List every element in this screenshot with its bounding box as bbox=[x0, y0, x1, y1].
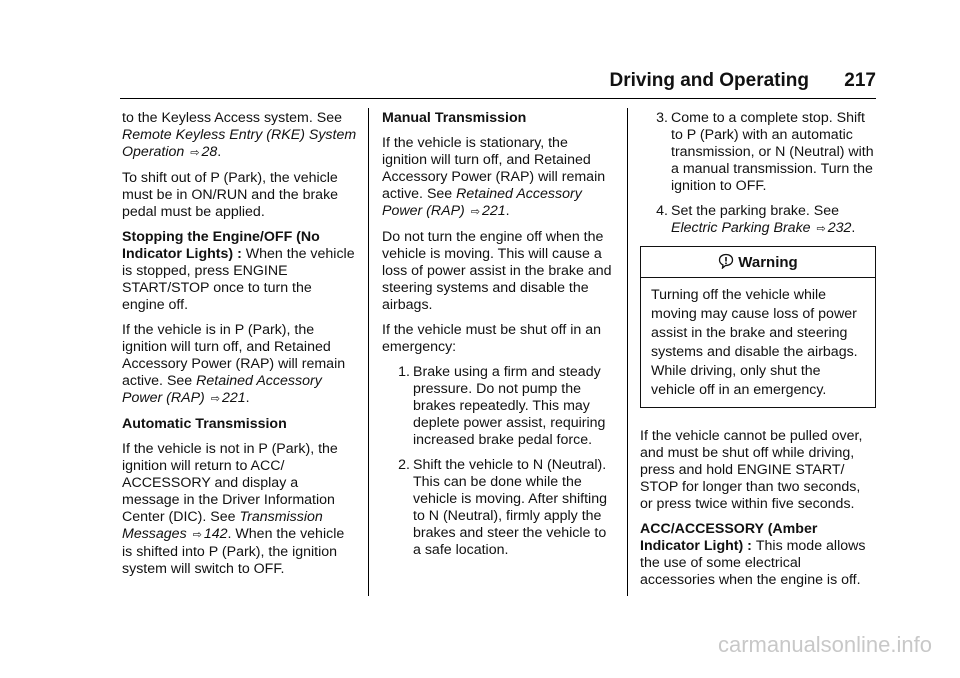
page-reference[interactable]: 221 bbox=[221, 390, 246, 406]
cross-reference-link[interactable]: Transmission Messages bbox=[122, 509, 323, 542]
text: . When the vehicle is shifted into P (Park), the ignition system will switch to OFF. bbox=[122, 526, 345, 577]
list-item bbox=[640, 110, 876, 195]
step-number: 1. bbox=[398, 364, 410, 380]
header-rule bbox=[120, 98, 876, 99]
text: . bbox=[217, 144, 222, 160]
page-reference[interactable]: 221 bbox=[481, 203, 506, 219]
subheading: Automatic Transmission bbox=[122, 416, 287, 432]
warning-body: Turning off the vehicle while moving may cause loss of power assist in the brake and steering systems and disable the airbags. While driving, only shut the vehicle off in an emergency. bbox=[651, 287, 858, 398]
column-3 bbox=[640, 110, 876, 597]
paragraph bbox=[122, 441, 357, 578]
paragraph: If the vehicle must be shut off in an emergency: bbox=[382, 322, 601, 355]
warning-icon bbox=[718, 253, 734, 271]
paragraph bbox=[382, 135, 612, 221]
page-reference[interactable]: 232 bbox=[827, 220, 852, 236]
page-header bbox=[609, 70, 876, 92]
cross-reference-link[interactable]: Retained Accessory Power (RAP) bbox=[382, 186, 582, 219]
cross-reference-link[interactable]: Remote Keyless Entry (RKE) System Operation bbox=[122, 127, 357, 160]
column-divider-2 bbox=[627, 108, 628, 596]
subheading: Manual Transmission bbox=[382, 110, 527, 126]
text: . bbox=[851, 220, 856, 236]
list-item bbox=[640, 203, 876, 238]
paragraph bbox=[640, 521, 876, 589]
page-arrow-icon: ⇨ bbox=[210, 393, 220, 405]
paragraph: If the vehicle cannot be pulled over, and must be shut off while driving, press and hold ENGINE START/ STOP for longer than two seconds, or press twice within five seconds. bbox=[640, 428, 863, 512]
watermark: carmanualsonline.info bbox=[717, 632, 932, 657]
column-1 bbox=[122, 110, 357, 586]
page-arrow-icon: ⇨ bbox=[470, 206, 480, 218]
step-number: 2. bbox=[398, 457, 410, 473]
page-arrow-icon: ⇨ bbox=[192, 529, 202, 541]
warning-title: Warning bbox=[738, 254, 798, 271]
step-text: Shift the vehicle to N (Neutral). This can be done while the vehicle is moving. After shifting to N (Neutral), firmly apply the brakes and steer the vehicle to a safe location. bbox=[413, 457, 607, 558]
text: If the vehicle is in P (Park), the ignition will turn off, and Retained Accessory Power (RAP) will remain active. See bbox=[122, 322, 346, 389]
warning-header bbox=[641, 247, 875, 278]
text: If the vehicle is not in P (Park), the ignition will return to ACC/ ACCESSORY and display a message in the Driver Information Center (DIC). See bbox=[122, 441, 338, 525]
text: If the vehicle is stationary, the ignition will turn off, and Retained Accessory Power (RAP) will remain active. See bbox=[382, 135, 606, 202]
paragraph: To shift out of P (Park), the vehicle must be in ON/RUN and the brake pedal must be applied. bbox=[122, 170, 339, 220]
page-reference[interactable]: 28 bbox=[201, 144, 218, 160]
text: to the Keyless Access system. See bbox=[122, 110, 343, 126]
text: When the vehicle is stopped, press ENGINE START/STOP once to turn the engine off. bbox=[122, 246, 355, 313]
text: . bbox=[505, 203, 510, 219]
step-number: 3. bbox=[656, 110, 668, 126]
list-item bbox=[382, 457, 612, 559]
bold-heading: ACC/ACCESSORY (Amber Indicator Light) : bbox=[640, 521, 818, 554]
column-divider-1 bbox=[368, 108, 369, 596]
paragraph bbox=[122, 110, 357, 162]
step-text: Set the parking brake. See bbox=[671, 203, 839, 219]
section-title: Driving and Operating bbox=[609, 70, 810, 91]
step-text: Brake using a firm and steady pressure. Do not pump the brakes repeatedly. This may deplete power assist, requiring increased brake pedal force. bbox=[413, 364, 606, 448]
cross-reference-link[interactable]: Electric Parking Brake bbox=[671, 220, 811, 236]
warning-box bbox=[640, 246, 876, 408]
list-item bbox=[382, 364, 612, 449]
page-arrow-icon: ⇨ bbox=[190, 147, 200, 159]
step-text: Come to a complete stop. Shift to P (Park) with an automatic transmission, or N (Neutral) with a manual transmission. Turn the ignition to OFF. bbox=[671, 110, 874, 194]
bold-heading: Stopping the Engine/OFF (No Indicator Lights) : bbox=[122, 229, 320, 262]
page-reference[interactable]: 142 bbox=[203, 526, 228, 542]
text: This mode allows the use of some electrical accessories when the engine is off. bbox=[640, 538, 866, 588]
column-2 bbox=[382, 110, 612, 567]
paragraph: Do not turn the engine off when the vehicle is moving. This will cause a loss of power assist in the brake and steering systems and disable the airbags. bbox=[382, 229, 612, 313]
steps-list bbox=[382, 364, 612, 559]
cross-reference-link[interactable]: Retained Accessory Power (RAP) bbox=[122, 373, 322, 406]
text: . bbox=[245, 390, 250, 406]
step-number: 4. bbox=[656, 203, 668, 219]
page-arrow-icon: ⇨ bbox=[816, 223, 826, 235]
paragraph bbox=[122, 322, 357, 408]
paragraph bbox=[122, 229, 357, 314]
steps-list bbox=[640, 110, 876, 238]
page-number: 217 bbox=[844, 70, 876, 91]
